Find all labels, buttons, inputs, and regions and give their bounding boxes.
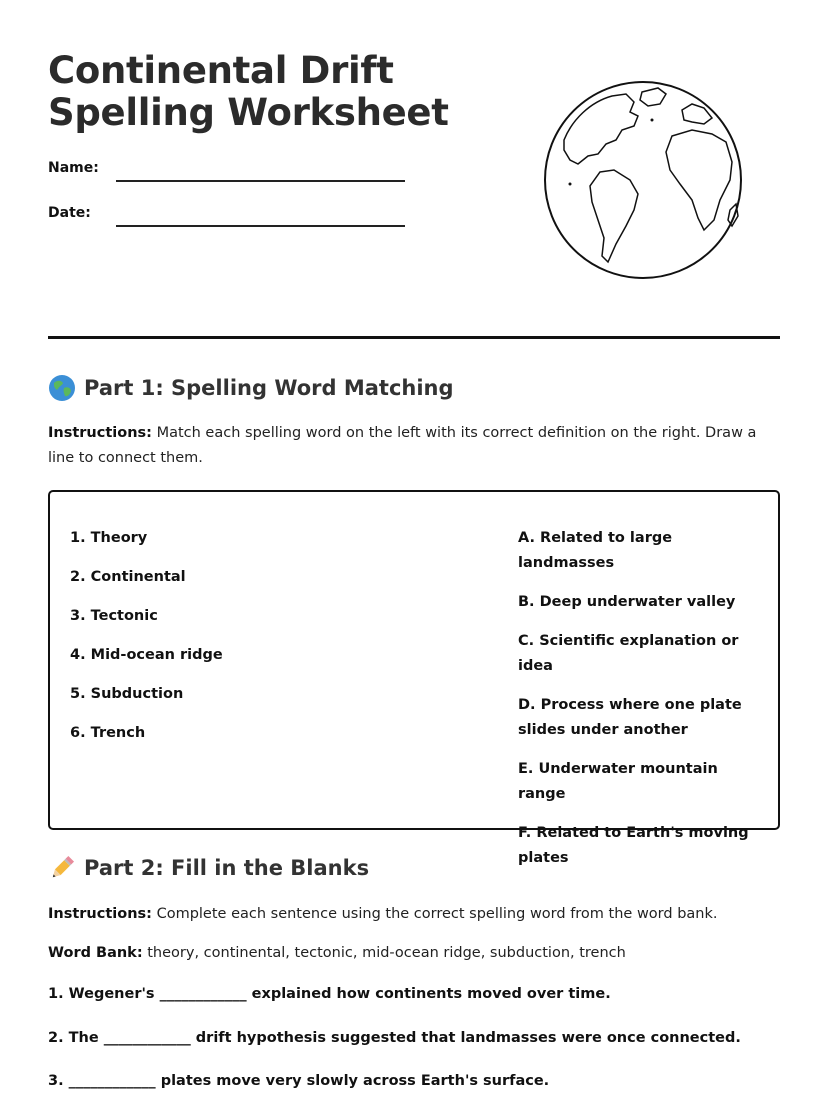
fill-blank-sentence: 1. Wegener's ____________ explained how continents moved over time. [48, 986, 611, 1002]
word-bank-label: Word Bank: [48, 945, 143, 961]
title-line-2: Spelling Worksheet [48, 91, 449, 134]
part1-instructions [48, 421, 778, 471]
worksheet-title [48, 50, 449, 134]
date-label: Date: [48, 205, 91, 221]
earth-globe-icon [48, 374, 76, 402]
spelling-word-item: 6. Trench [70, 725, 146, 741]
matching-box [48, 490, 780, 866]
part2-title: Part 2: Fill in the Blanks [84, 856, 370, 880]
part2-instructions-label: Instructions: [48, 906, 152, 922]
definition-item: D. Process where one plate slides under another [518, 697, 742, 738]
definition-item: F. Related to Earth's moving plates [518, 825, 749, 866]
name-label: Name: [48, 160, 99, 176]
date-blank-line [116, 225, 405, 227]
part2-heading [48, 854, 369, 882]
definition-item: E. Underwater mountain range [518, 761, 718, 802]
part1-instructions-text: Match each spelling word on the left with its correct definition on the right. Draw a line to connect them. [48, 425, 757, 466]
definition-item: B. Deep underwater valley [518, 594, 736, 610]
part1-title: Part 1: Spelling Word Matching [84, 376, 454, 400]
spelling-word-item: 3. Tectonic [70, 608, 158, 624]
spelling-word-item: 1. Theory [70, 530, 148, 546]
fill-blank-sentence: 3. ____________ plates move very slowly across Earth's surface. [48, 1073, 550, 1089]
definition-item: A. Related to large landmasses [518, 530, 673, 571]
fill-blank-sentence: 2. The ____________ drift hypothesis suggested that landmasses were once connected. [48, 1030, 741, 1046]
spelling-word-item: 2. Continental [70, 569, 186, 585]
name-blank-line [116, 180, 405, 182]
spelling-word-item: 4. Mid-ocean ridge [70, 647, 223, 663]
section-divider [48, 336, 780, 339]
spelling-word-item: 5. Subduction [70, 686, 184, 702]
globe-icon [542, 80, 744, 280]
word-bank [48, 941, 778, 966]
definition-list [518, 526, 763, 885]
title-line-1: Continental Drift [48, 49, 394, 92]
part2-instructions [48, 902, 778, 927]
word-bank-text: theory, continental, tectonic, mid-ocean ridge, subduction, trench [142, 945, 626, 961]
pencil-icon [48, 854, 76, 882]
part1-heading [48, 374, 454, 402]
spelling-word-list [70, 526, 450, 760]
definition-item: C. Scientific explanation or idea [518, 633, 739, 674]
part1-instructions-label: Instructions: [48, 425, 152, 441]
part2-instructions-text: Complete each sentence using the correct spelling word from the word bank. [151, 906, 718, 922]
